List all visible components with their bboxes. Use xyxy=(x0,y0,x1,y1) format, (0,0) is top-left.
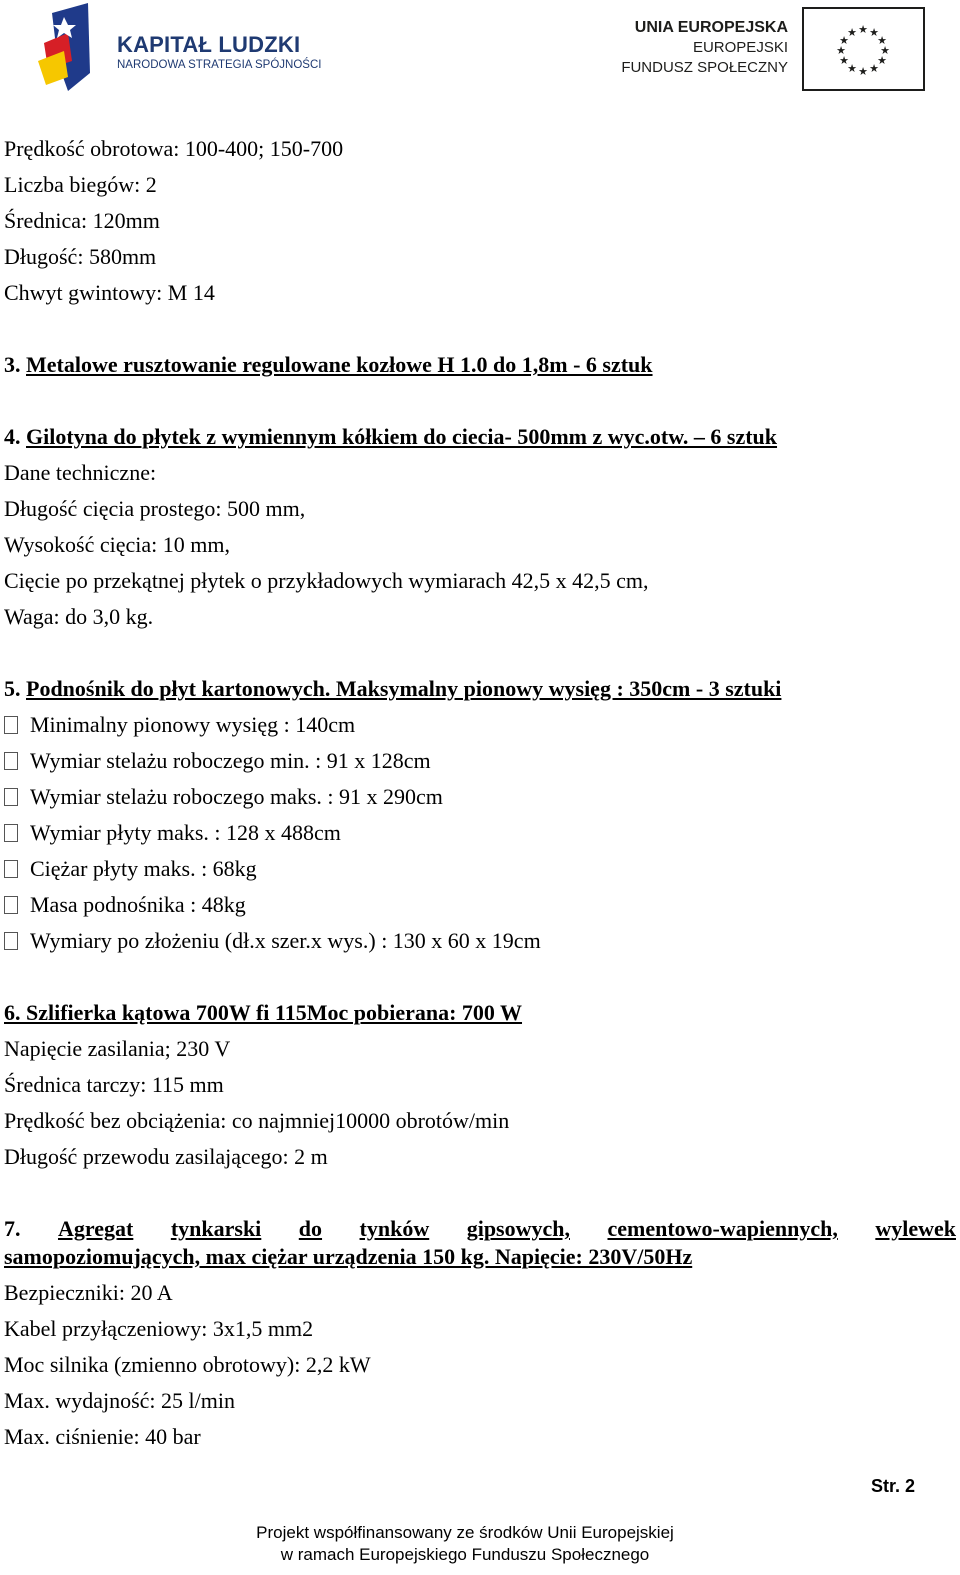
bullet-box-icon xyxy=(4,824,18,842)
bullet-text: Wymiar płyty maks. : 128 x 488cm xyxy=(30,820,341,845)
item-title: Podnośnik do płyt kartonowych. Maksymalny pionowy wysięg : 350cm - 3 sztuki xyxy=(26,676,782,701)
item-6-heading xyxy=(4,995,956,1031)
svg-text:★: ★ xyxy=(836,44,846,57)
text-line: Prędkość obrotowa: 100-400; 150-700 xyxy=(4,136,344,161)
item-4-heading xyxy=(4,419,956,455)
bullet-box-icon xyxy=(4,752,18,770)
text-line: Chwyt gwintowy: M 14 xyxy=(4,280,215,305)
svg-text:★: ★ xyxy=(877,54,887,67)
kl-subtitle: NARODOWA STRATEGIA SPÓJNOŚCI xyxy=(117,59,322,71)
bullet-box-icon xyxy=(4,788,18,806)
ue-line3: FUNDUSZ SPOŁECZNY xyxy=(621,59,788,76)
svg-text:★: ★ xyxy=(839,34,849,47)
item-title: Metalowe rusztowanie regulowane kozłowe H 1.0 do 1,8m - 6 sztuk xyxy=(26,352,653,377)
svg-text:★: ★ xyxy=(847,26,857,39)
document-body xyxy=(4,131,956,1455)
heading-word: cementowo-wapiennych, xyxy=(607,1216,838,1241)
heading-word: do xyxy=(298,1216,323,1241)
item-title: 6. Szlifierka kątowa 700W fi 115Moc pobierana: 700 W xyxy=(4,1000,523,1025)
text-line: Cięcie po przekątnej płytek o przykładowych wymiarach 42,5 x 42,5 cm, xyxy=(4,568,649,593)
item-3-heading xyxy=(4,347,956,383)
bullet-item xyxy=(4,707,956,743)
svg-text:★: ★ xyxy=(869,26,879,39)
kapital-ludzki-logo xyxy=(38,3,98,93)
bullet-box-icon xyxy=(4,860,18,878)
bullet-item xyxy=(4,779,956,815)
bullet-text: Minimalny pionowy wysięg : 140cm xyxy=(30,712,356,737)
text-line: Max. wydajność: 25 l/min xyxy=(4,1388,235,1413)
svg-text:★: ★ xyxy=(858,65,868,78)
bullet-item xyxy=(4,923,956,959)
text-line: Bezpieczniki: 20 A xyxy=(4,1280,173,1305)
text-line: Długość: 580mm xyxy=(4,244,157,269)
svg-text:★: ★ xyxy=(880,44,890,57)
kl-title: KAPITAŁ LUDZKI xyxy=(117,32,301,57)
footer-line1: Projekt współfinansowany ze środków Unii Europejskiej xyxy=(256,1523,674,1542)
item-number: 5. xyxy=(4,676,26,701)
item-title: samopoziomujących, max ciężar urządzenia 150 kg. Napięcie: 230V/50Hz xyxy=(4,1244,693,1269)
page-header xyxy=(0,0,960,100)
item-7-heading-line1 xyxy=(4,1215,956,1243)
svg-text:★: ★ xyxy=(847,62,857,75)
footer-line2: w ramach Europejskiego Funduszu Społecznego xyxy=(280,1545,650,1564)
bullet-text: Wymiary po złożeniu (dł.x szer.x wys.) : 130 x 60 x 19cm xyxy=(30,928,541,953)
text-line: Dane techniczne: xyxy=(4,460,157,485)
bullet-box-icon xyxy=(4,932,18,950)
bullet-text: Wymiar stelażu roboczego min. : 91 x 128cm xyxy=(30,748,431,773)
item-title: Gilotyna do płytek z wymiennym kółkiem do ciecia- 500mm z wyc.otw. – 6 sztuk xyxy=(26,424,778,449)
page-number: Str. 2 xyxy=(871,1476,916,1496)
text-line: Napięcie zasilania; 230 V xyxy=(4,1036,231,1061)
item-number: 4. xyxy=(4,424,26,449)
ue-line2: EUROPEJSKI xyxy=(692,39,788,56)
bullet-text: Wymiar stelażu roboczego maks. : 91 x 290cm xyxy=(30,784,443,809)
bullet-text: Ciężar płyty maks. : 68kg xyxy=(30,856,257,881)
heading-word: tynkarski xyxy=(170,1216,262,1241)
svg-text:★: ★ xyxy=(877,34,887,47)
bullet-item xyxy=(4,815,956,851)
item-7-heading-line2 xyxy=(4,1243,956,1275)
svg-text:★: ★ xyxy=(869,62,879,75)
text-line: Średnica tarczy: 115 mm xyxy=(4,1072,224,1097)
svg-text:★: ★ xyxy=(858,23,868,36)
bullet-text: Masa podnośnika : 48kg xyxy=(30,892,246,917)
bullet-item xyxy=(4,743,956,779)
eu-fund-text xyxy=(600,18,788,78)
bullet-box-icon xyxy=(4,716,18,734)
text-line: Waga: do 3,0 kg. xyxy=(4,604,154,629)
text-line: Prędkość bez obciążenia: co najmniej10000 obrotów/min xyxy=(4,1108,510,1133)
ue-line1: UNIA EUROPEJSKA xyxy=(634,19,788,36)
text-line: Długość przewodu zasilającego: 2 m xyxy=(4,1144,328,1169)
text-line: Max. ciśnienie: 40 bar xyxy=(4,1424,201,1449)
item-number: 7. xyxy=(4,1216,21,1241)
kapital-ludzki-text xyxy=(117,32,321,71)
heading-word: Agregat xyxy=(57,1216,134,1241)
item-5-heading xyxy=(4,671,956,707)
eu-flag-logo xyxy=(802,7,925,91)
svg-text:★: ★ xyxy=(839,54,849,67)
text-line: Długość cięcia prostego: 500 mm, xyxy=(4,496,306,521)
heading-word: tynków xyxy=(359,1216,430,1241)
text-line: Liczba biegów: 2 xyxy=(4,172,157,197)
item-number: 3. xyxy=(4,352,26,377)
bullet-box-icon xyxy=(4,896,18,914)
text-line: Wysokość cięcia: 10 mm, xyxy=(4,532,230,557)
heading-word: gipsowych, xyxy=(466,1216,570,1241)
page-footer xyxy=(0,1522,930,1566)
bullet-item xyxy=(4,851,956,887)
text-line: Średnica: 120mm xyxy=(4,208,160,233)
text-line: Moc silnika (zmienno obrotowy): 2,2 kW xyxy=(4,1352,371,1377)
heading-word: wylewek xyxy=(875,1216,956,1241)
bullet-item xyxy=(4,887,956,923)
text-line: Kabel przyłączeniowy: 3x1,5 mm2 xyxy=(4,1316,314,1341)
